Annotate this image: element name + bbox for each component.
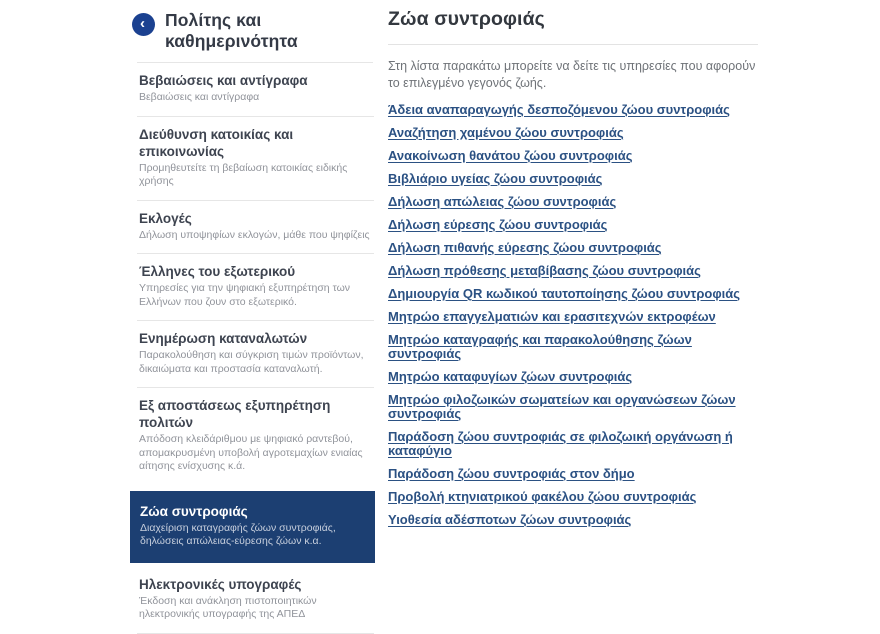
service-link-possible-found-declaration[interactable]: Δήλωση πιθανής εύρεσης ζώου συντροφιάς — [388, 240, 662, 255]
chevron-left-icon: ‹ — [140, 15, 145, 32]
page-title: Ζώα συντροφιάς — [388, 8, 545, 30]
sidebar-header — [130, 10, 375, 52]
sidebar-item-label: Εξ αποστάσεως εξυπηρέτηση πολιτών — [139, 398, 331, 430]
sidebar-item-label: Βεβαιώσεις και αντίγραφα — [139, 73, 308, 88]
intro-text: Στη λίστα παρακάτω μπορείτε να δείτε τις υπηρεσίες που αφορούν το επιλεγμένο γεγονός ζωής. — [388, 59, 756, 90]
service-link-breeders-registry[interactable]: Μητρώο επαγγελματιών και ερασιτεχνών εκτροφέων — [388, 309, 716, 324]
sidebar-item-label: Εκλογές — [139, 210, 192, 226]
service-link-registration-registry[interactable]: Μητρώο καταγραφής και παρακολούθησης ζώων συντροφιάς — [388, 332, 692, 361]
service-link-welfare-orgs-registry[interactable]: Μητρώο φιλοζωικών σωματείων και οργανώσεων ζώων συντροφιάς — [388, 392, 736, 421]
service-link-handover-to-municipality[interactable]: Παράδοση ζώου συντροφιάς στον δήμο — [388, 466, 635, 481]
service-link-stray-adoption[interactable]: Υιοθεσία αδέσποτων ζώων συντροφιάς — [388, 512, 632, 527]
service-link-breeding-permit[interactable]: Άδεια αναπαραγωγής δεσποζόμενου ζώου συντροφιάς — [388, 102, 730, 117]
list-item — [388, 430, 760, 458]
sidebar-item-label: Έλληνες του εξωτερικού — [139, 264, 296, 279]
sidebar-item-consumer-info[interactable] — [137, 321, 374, 388]
service-link-qr-code[interactable]: Δημιουργία QR κωδικού ταυτοποίησης ζώου συντροφιάς — [388, 286, 740, 301]
sidebar-title: Πολίτης και καθημερινότητα — [165, 10, 298, 51]
sidebar-item-certificates[interactable] — [137, 63, 374, 117]
service-link-vet-file[interactable]: Προβολή κτηνιατρικού φακέλου ζώου συντροφιάς — [388, 489, 697, 504]
sidebar-item-label: Ζώα συντροφιάς — [140, 503, 248, 519]
category-sidebar — [130, 10, 375, 634]
sidebar-item-description: Παρακολούθηση και σύγκριση τιμών προϊόντων, δικαιώματα και προστασία καταναλωτή. — [139, 349, 364, 375]
service-link-handover-to-org[interactable]: Παράδοση ζώου συντροφιάς σε φιλοζωική οργάνωση ή καταφύγιο — [388, 429, 733, 458]
sidebar-item-residence[interactable] — [137, 117, 374, 201]
list-item — [388, 287, 760, 301]
list-item — [388, 149, 760, 163]
service-link-loss-declaration[interactable]: Δήλωση απώλειας ζώου συντροφιάς — [388, 194, 617, 209]
service-link-shelters-registry[interactable]: Μητρώο καταφυγίων ζώων συντροφιάς — [388, 369, 633, 384]
main-content — [388, 8, 760, 536]
list-item — [388, 490, 760, 504]
sidebar-item-remote-services[interactable] — [137, 388, 374, 485]
list-item — [388, 310, 760, 324]
sidebar-item-list — [130, 63, 375, 634]
sidebar-item-label: Ηλεκτρονικές υπογραφές — [139, 576, 302, 592]
list-item — [388, 103, 760, 117]
service-link-death-announcement[interactable]: Ανακοίνωση θανάτου ζώου συντροφιάς — [388, 148, 633, 163]
list-item — [388, 172, 760, 186]
sidebar-item-e-signatures[interactable] — [137, 567, 374, 634]
list-item — [388, 195, 760, 209]
list-item — [388, 467, 760, 481]
sidebar-item-greeks-abroad[interactable] — [137, 254, 374, 321]
list-item — [388, 126, 760, 140]
sidebar-item-description: Υπηρεσίες για την ψηφιακή εξυπηρέτηση των Ελλήνων που ζουν στο εξωτερικό. — [139, 282, 351, 308]
service-link-lost-pet-search[interactable]: Αναζήτηση χαμένου ζώου συντροφιάς — [388, 125, 624, 140]
sidebar-item-description: Διαχείριση καταγραφής ζώων συντροφιάς, δηλώσεις απώλειας-εύρεσης ζώων κ.α. — [140, 521, 336, 547]
sidebar-item-description: Δήλωση υποψηφίων εκλογών, μάθε που ψηφίζεις — [139, 228, 370, 241]
divider — [388, 44, 758, 45]
service-link-list — [388, 103, 760, 527]
service-link-transfer-intent[interactable]: Δήλωση πρόθεσης μεταβίβασης ζώου συντροφιάς — [388, 263, 701, 278]
sidebar-item-description: Έκδοση και ανάκληση πιστοποιητικών ηλεκτρονικής υπογραφής της ΑΠΕΔ — [139, 594, 317, 620]
sidebar-item-description: Βεβαιώσεις και αντίγραφα — [139, 91, 260, 103]
list-item — [388, 241, 760, 255]
sidebar-item-elections[interactable] — [137, 201, 374, 255]
sidebar-item-description: Προμηθευτείτε τη βεβαίωση κατοικίας ειδικής χρήσης — [139, 161, 348, 187]
list-item — [388, 370, 760, 384]
service-link-found-declaration[interactable]: Δήλωση εύρεσης ζώου συντροφιάς — [388, 217, 608, 232]
list-item — [388, 393, 760, 421]
list-item — [388, 218, 760, 232]
list-item — [388, 333, 760, 361]
sidebar-item-label: Ενημέρωση καταναλωτών — [139, 331, 308, 346]
sidebar-item-label: Διεύθυνση κατοικίας και επικοινωνίας — [139, 126, 294, 159]
sidebar-item-description: Απόδοση κλειδάριθμου με ψηφιακό ραντεβού, απομακρυσμένη υποβολή αγροτεμαχίων ενιαίας αίτησης ενίσχυσης κ.ά. — [139, 433, 363, 472]
service-link-health-booklet[interactable]: Βιβλιάριο υγείας ζώου συντροφιάς — [388, 171, 603, 186]
list-item — [388, 264, 760, 278]
back-button[interactable] — [132, 13, 155, 36]
list-item — [388, 513, 760, 527]
sidebar-item-pets-selected[interactable] — [130, 491, 375, 563]
